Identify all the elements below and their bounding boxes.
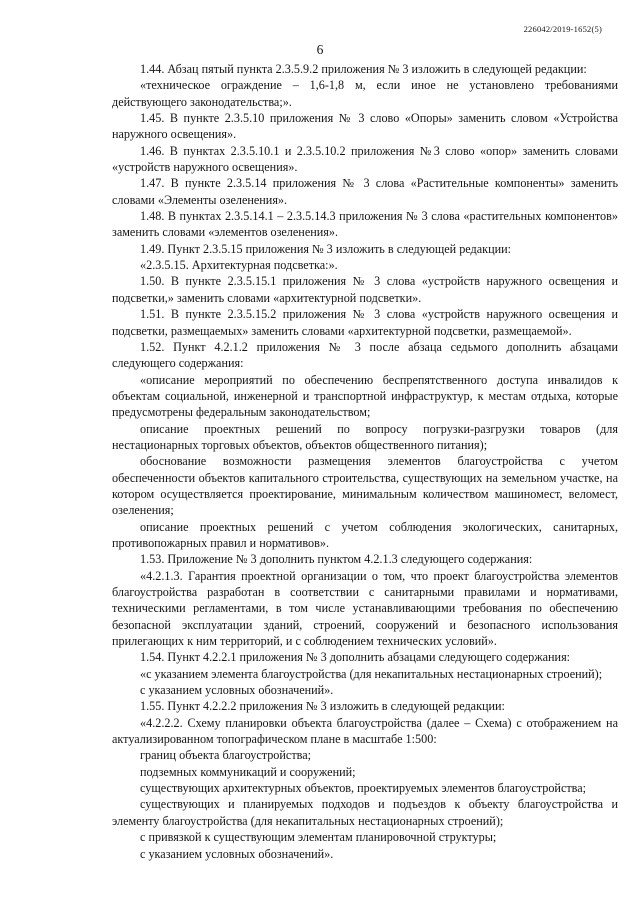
paragraph-quote: описание проектных решений по вопросу погрузки-разгрузки товаров (для нестационарных торговых объектов, объектов общественного питания); — [112, 421, 618, 452]
paragraph-quote: подземных коммуникаций и сооружений; — [140, 764, 356, 779]
page-number: 6 — [316, 42, 324, 57]
paragraph-1-54: 1.54. Пункт 4.2.2.1 приложения № 3 дополнить абзацами следующего содержания: — [140, 650, 571, 665]
paragraph-quote: обоснование возможности размещения элементов благоустройства с учетом обеспеченности объектов капитального строительства, существующих на земельном участке, на котором осуществляется проектирование, минимальным количеством машиномест, веломест, озеленения; — [112, 454, 618, 518]
paragraph-quote: границ объекта благоустройства; — [140, 748, 312, 763]
paragraph-1-46: 1.46. В пунктах 2.3.5.10.1 и 2.3.5.10.2 приложения №3 слово «опор» заменить словами «устройств наружного освещения». — [112, 143, 618, 175]
paragraph-1-49: 1.49. Пункт 2.3.5.15 приложения № 3 изложить в следующей редакции: — [140, 241, 512, 256]
paragraph-1-47: 1.47. В пункте 2.3.5.14 приложения № 3 слова «Растительные компоненты» заменить словами «Элементы озеленения». — [112, 176, 618, 207]
document-number: 226042/2019-1652(5) — [523, 24, 602, 34]
paragraph-quote: с привязкой к существующим элементам планировочной структуры; — [140, 830, 497, 845]
paragraph-1-45: 1.45. В пункте 2.3.5.10 приложения № 3 слово «Опоры» заменить словом «Устройства наружного освещения». — [112, 111, 618, 142]
paragraph-1-53: 1.53. Приложение № 3 дополнить пунктом 4.2.1.3 следующего содержания: — [140, 552, 533, 567]
paragraph-quote: существующих и планируемых подходов и подъездов к объекту благоустройства и элементу благоустройства (для некапитальных нестационарных строений); — [112, 797, 618, 828]
paragraph-quote: описание проектных решений с учетом соблюдения экологических, санитарных, противопожарных правил и нормативов». — [112, 519, 618, 550]
paragraph-quote: с указанием условных обозначений». — [140, 683, 334, 698]
paragraph-1-55: 1.55. Пункт 4.2.2.2 приложения № 3 изложить в следующей редакции: — [140, 699, 505, 714]
paragraph-quote: «техническое ограждение – 1,6-1,8 м, если иное не установлено требованиями действующего законодательства;». — [112, 78, 618, 109]
paragraph-1-50: 1.50. В пункте 2.3.5.15.1 приложения № 3 слова «устройств наружного освещения и подсветки,» заменить словами «архитектурной подсветки». — [112, 274, 618, 305]
paragraph-quote: существующих архитектурных объектов, проектируемых элементов благоустройства; — [140, 781, 587, 796]
paragraph-1-44: 1.44. Абзац пятый пункта 2.3.5.9.2 приложения № 3 изложить в следующей редакции: — [140, 62, 587, 76]
paragraph-quote: «описание мероприятий по обеспечению беспрепятственного доступа инвалидов к объектам социальной, инженерной и транспортной инфраструктур, к местам отдыха, которые предусмотрены федеральным законодательством; — [112, 372, 618, 420]
paragraph-1-52: 1.52. Пункт 4.2.1.2 приложения № 3 после абзаца седьмого дополнить абзацами следующего содержания: — [112, 339, 618, 371]
paragraph-quote: «4.2.2.2. Схему планировки объекта благоустройства (далее – Схема) с отображением на актуализированном топографическом плане в масштабе 1:500: — [112, 715, 618, 747]
document-body — [112, 61, 618, 862]
paragraph-quote: с указанием условных обозначений». — [140, 846, 334, 861]
paragraph-quote: «4.2.1.3. Гарантия проектной организации о том, что проект благоустройства элементов благоустройства разработан в соответствии с санитарными правилами и нормативами, техническими регламентами, в том числе устанавливающими требования по обеспечению безопасной эксплуатации зданий, строений, сооружений и безопасного использования прилегающих к ним территорий, и с соблюдением технических условий». — [112, 568, 618, 649]
paragraph-quote: «с указанием элемента благоустройства (для некапитальных нестационарных строений); — [140, 666, 603, 681]
paragraph-1-48: 1.48. В пунктах 2.3.5.14.1 – 2.3.5.14.3 приложения № 3 слова «растительных компонентов» заменить словами «элементов озеленения». — [112, 209, 618, 240]
paragraph-quote: «2.3.5.15. Архитектурная подсветка:». — [140, 258, 338, 273]
paragraph-1-51: 1.51. В пункте 2.3.5.15.2 приложения № 3 слова «устройств наружного освещения и подсветки, размещаемых» заменить словами «архитектурной подсветки, размещаемой». — [112, 307, 618, 338]
